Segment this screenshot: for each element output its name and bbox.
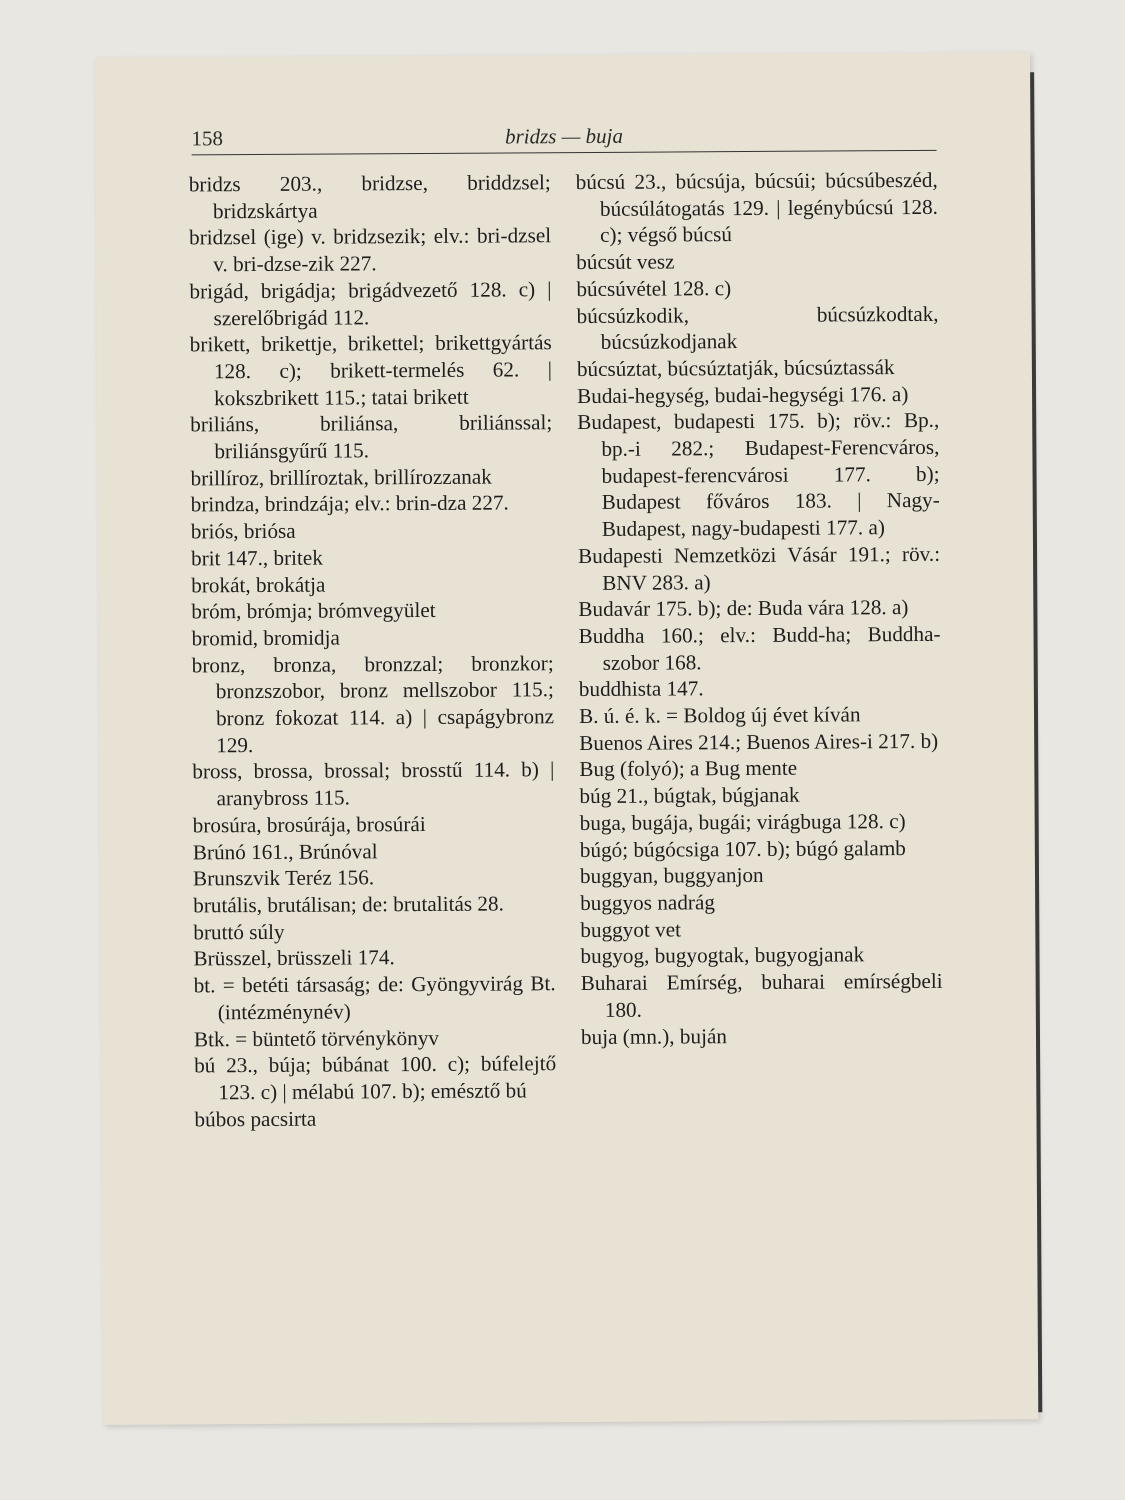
dictionary-entry: búcsút vesz [576, 249, 675, 275]
dictionary-entry: Buharai Emírség, buharai emírségbeli 180. [580, 968, 943, 1022]
dictionary-entry: buddhista 147. [578, 676, 704, 702]
dictionary-entry: búbos pacsirta [194, 1106, 317, 1132]
dictionary-entry: bróm, brómja; brómvegyület [191, 598, 436, 624]
page-number: 158 [191, 126, 224, 151]
dictionary-entry: buggyan, buggyanjon [579, 863, 764, 889]
dictionary-entry: bridzs 203., bridzse, briddzsel; bridzskártya [188, 170, 551, 223]
dictionary-entry: bross, brossa, brossal; brosstű 114. b) | aranybross 115. [192, 757, 555, 811]
dictionary-entry: Budapest, budapesti 175. b); röv.: Bp., bp.-i 282.; Budapest-Ferencváros, budapest-ferencvárosi 177. b); Budapest főváros 183. | Nagy-Budapest, nagy-budapesti 177. a) [577, 408, 940, 542]
dictionary-entry: bruttó súly [193, 919, 285, 945]
dictionary-entry: Brunszvik Teréz 156. [192, 865, 375, 891]
dictionary-entry: búcsúvétel 128. c) [576, 275, 732, 301]
dictionary-entry: Bug (folyó); a Bug mente [579, 756, 798, 782]
dictionary-entry: bronz, bronza, bronzzal; bronzkor; bronzszobor, bronz mellszobor 115.; bronz fokozat 114. a) | csapágybronz 129. [191, 650, 555, 758]
dictionary-entry: bú 23., búja; búbánat 100. c); búfelejtő 123. c) | mélabú 107. b); emésztő bú [194, 1051, 557, 1105]
dictionary-entry: buja (mn.), buján [580, 1023, 727, 1049]
dictionary-entry: bugyog, bugyogtak, bugyogjanak [580, 942, 865, 969]
dictionary-entry: bromid, bromidja [191, 625, 340, 651]
dictionary-entry: Budavár 175. b); de: Buda vára 128. a) [578, 595, 909, 622]
dictionary-entry: Btk. = büntető törvénykönyv [193, 1025, 440, 1051]
dictionary-entry: buga, bugája, bugái; virágbuga 128. c) [579, 808, 906, 835]
dictionary-entry: Brúnó 161., Brúnóval [192, 838, 378, 864]
dictionary-entry: brokát, brokátja [191, 572, 326, 597]
dictionary-page [95, 52, 1038, 1425]
dictionary-entry: brikett, brikettje, brikettel; brikettgyártás 128. c); brikett-termelés 62. | kokszbrikett 115.; tatai brikett [189, 330, 552, 410]
dictionary-entry: bridzsel (ige) v. bridzsezik; elv.: bri-dzsel v. bri-dzse-zik 227. [189, 223, 552, 277]
dictionary-entry: brutális, brutálisan; de: brutalitás 28. [193, 891, 504, 918]
running-head: bridzs — buja [504, 123, 623, 149]
dictionary-entry: briós, briósa [190, 518, 296, 544]
right-column [576, 167, 943, 1050]
dictionary-entry: brigád, brigádja; brigádvezető 128. c) | szerelőbrigád 112. [189, 277, 552, 330]
dictionary-entry: búcsú 23., búcsúja, búcsúi; búcsúbeszéd, búcsúlátogatás 129. | legénybúcsú 128. c); végső búcsú [575, 167, 938, 248]
dictionary-entry: búcsúztat, búcsúztatják, búcsúztassák [576, 355, 895, 381]
dictionary-entry: Budapesti Nemzetközi Vásár 191.; röv.: BNV 283. a) [577, 541, 941, 595]
dictionary-entry: briliáns, briliánsa, briliánssal; briliánsgyűrű 115. [190, 410, 553, 464]
dictionary-entry: búg 21., búgtak, búgjanak [579, 782, 800, 809]
dictionary-entry: buggyot vet [580, 917, 682, 942]
dictionary-entry: B. ú. é. k. = Boldog új évet kíván [578, 702, 861, 729]
dictionary-entry: búgó; búgócsiga 107. b); búgó galamb [579, 835, 906, 862]
page-header [191, 116, 936, 156]
dictionary-entry: brillíroz, brillíroztak, brillírozzanak [190, 464, 492, 491]
dictionary-entry: Buenos Aires 214.; Buenos Aires-i 217. b) [579, 728, 939, 755]
left-column [189, 169, 557, 1133]
dictionary-entry: buggyos nadrág [580, 890, 715, 916]
dictionary-entry: bt. = betéti társaság; de: Gyöngyvirág Bt. (intézménynév) [193, 971, 556, 1025]
dictionary-entry: Budai-hegység, budai-hegységi 176. a) [576, 381, 909, 408]
dictionary-entry: Brüsszel, brüsszeli 174. [193, 945, 395, 971]
page-edge [1030, 72, 1042, 1412]
dictionary-entry: búcsúzkodik, búcsúzkodtak, búcsúzkodjanak [576, 301, 939, 355]
dictionary-entry: brosúra, brosúrája, brosúrái [192, 811, 426, 838]
dictionary-entry: Buddha 160.; elv.: Budd-ha; Buddha-szobor 168. [578, 621, 941, 675]
dictionary-entry: brit 147., britek [190, 545, 323, 571]
dictionary-entry: brindza, brindzája; elv.: brin-dza 227. [190, 490, 509, 517]
